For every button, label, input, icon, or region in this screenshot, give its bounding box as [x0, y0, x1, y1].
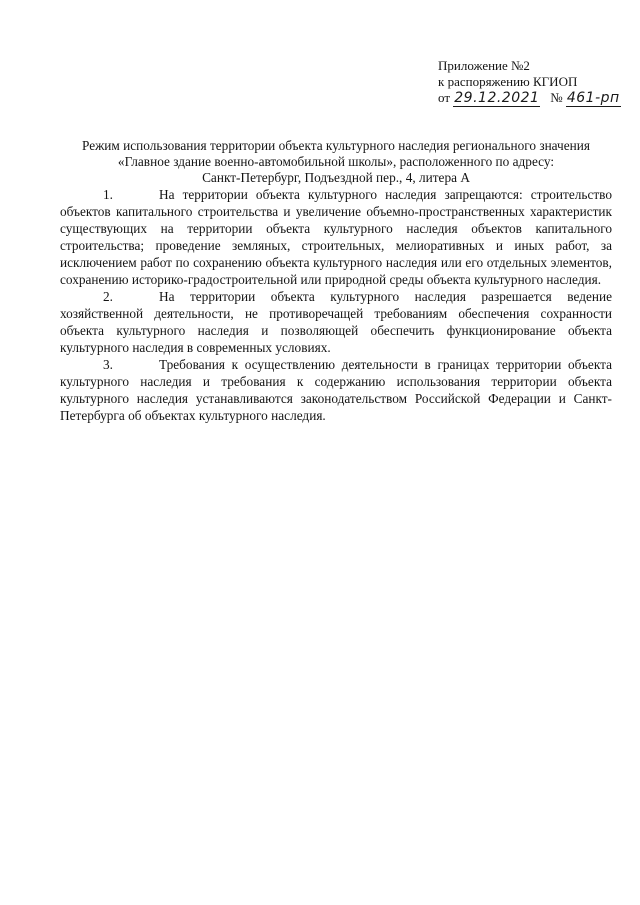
paragraph-text: На территории объекта культурного наследия запрещаются: строительство объектов капитального строительства и увеличение объемно-пространственных характеристик существующих на территории объекта культурного наследия объектов капитального строительства; проведение земляных, строительных, мелиоративных и иных работ, за исключением работ по сохранению объекта культурного наследия или его отдельных элементов, сохранению историко-градостроительной или природной среды объекта культурного наследия.	[60, 187, 612, 287]
paragraph-2	[60, 288, 612, 356]
paragraph-text: На территории объекта культурного наследия разрешается ведение хозяйственной деятельности, не противоречащей требованиям обеспечения сохранности объекта культурного наследия и позволяющей обеспечить функционирование объекта культурного наследия в современных условиях.	[60, 289, 612, 355]
date-prefix: от	[438, 90, 451, 105]
paragraph-number: 2.	[103, 289, 113, 304]
number-prefix: №	[550, 90, 563, 105]
appendix-header	[438, 58, 621, 107]
appendix-order-reference: к распоряжению КГИОП	[438, 74, 578, 89]
title-line-2: «Главное здание военно-автомобильной школы», расположенного по адресу:	[117, 154, 555, 169]
paragraph-1	[60, 186, 612, 288]
paragraph-text: Требования к осуществлению деятельности в границах территории объекта культурного наследия и требования к содержанию использования территории объекта культурного наследия устанавливаются законодательством Российской Федерации и Санкт-Петербурга об объектах культурного наследия.	[60, 357, 612, 423]
handwritten-order-number: 461-рп	[566, 90, 620, 106]
appendix-label: Приложение №2	[438, 58, 530, 73]
paragraph-number: 3.	[103, 357, 113, 372]
handwritten-date: 29.12.2021	[454, 90, 540, 106]
title-line-3: Санкт-Петербург, Подъездной пер., 4, литера А	[202, 170, 470, 185]
appendix-date-number-line	[438, 90, 621, 107]
paragraph-3	[60, 356, 612, 424]
document-body	[60, 186, 612, 424]
paragraph-number: 1.	[103, 187, 113, 202]
title-line-1: Режим использования территории объекта культурного наследия регионального значения	[82, 138, 590, 153]
document-title	[60, 138, 612, 186]
